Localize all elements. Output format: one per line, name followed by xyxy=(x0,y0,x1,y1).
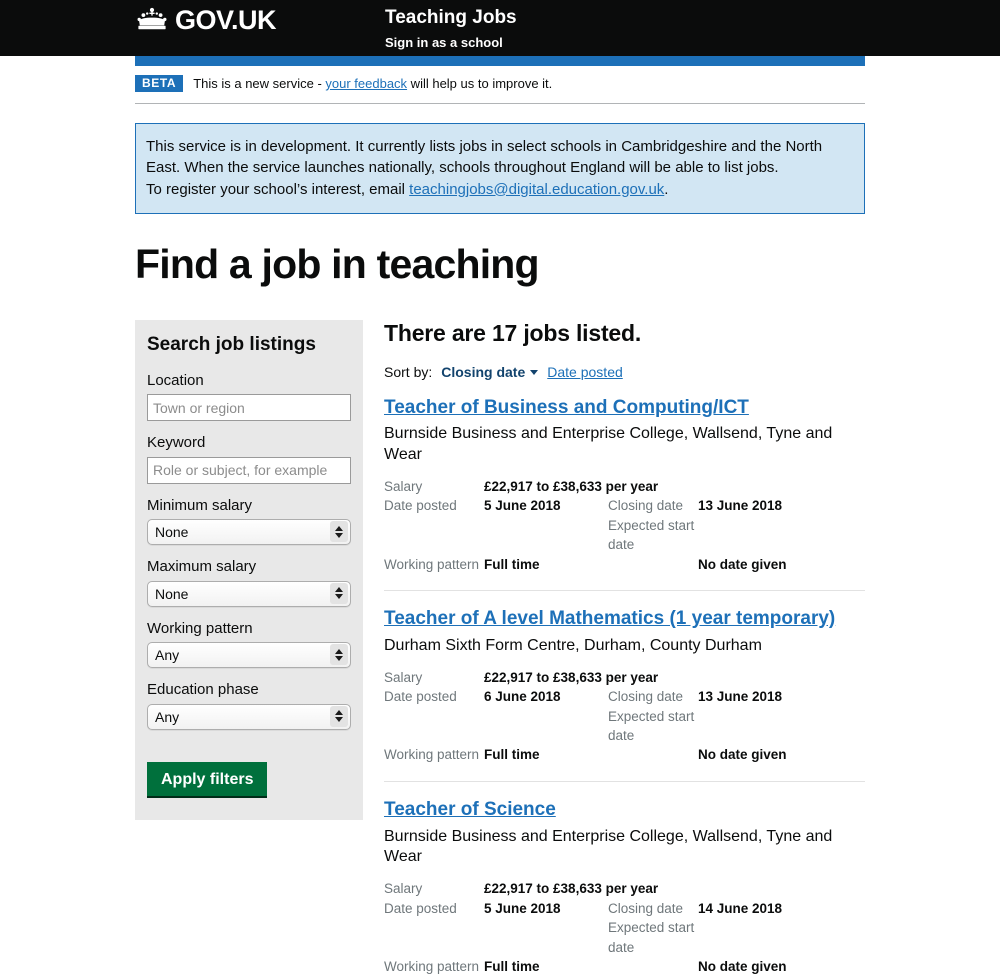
expected-start-date-value: No date given xyxy=(698,747,787,763)
results-column xyxy=(384,320,865,976)
working-pattern-value: Full time xyxy=(484,958,540,974)
closing-date-value: 13 June 2018 xyxy=(698,689,783,705)
maximum-salary-value: None xyxy=(147,581,351,607)
phase-text-before: This is a new service - xyxy=(193,76,326,91)
header-blue-bar xyxy=(135,56,865,66)
page-title: Find a job in teaching xyxy=(135,240,539,287)
job-listing xyxy=(384,590,865,765)
location-input[interactable] xyxy=(147,394,351,421)
job-school: Burnside Business and Enterprise College, Wallsend, Tyne and Wear xyxy=(384,827,833,866)
salary-value: £22,917 to £38,633 per year xyxy=(484,478,659,494)
location-label: Location xyxy=(147,371,204,389)
job-title-link[interactable]: Teacher of A level Mathematics (1 year temporary) xyxy=(384,608,836,630)
field-minimum-salary xyxy=(147,496,351,546)
spacer xyxy=(484,918,608,957)
working-pattern-value: Full time xyxy=(484,556,540,572)
job-school: Durham Sixth Form Centre, Durham, County Durham xyxy=(384,636,762,654)
phase-banner xyxy=(135,66,865,104)
job-listing xyxy=(384,781,865,976)
working-pattern-value: Full time xyxy=(484,747,540,763)
spacer xyxy=(384,918,484,957)
spacer xyxy=(698,516,865,555)
working-pattern-label: Working pattern xyxy=(384,556,480,572)
spacer xyxy=(484,516,608,555)
job-title-link[interactable]: Teacher of Business and Computing/ICT xyxy=(384,396,749,418)
gov-uk-crown-icon xyxy=(135,6,169,37)
spacer xyxy=(608,555,698,574)
job-details xyxy=(384,879,865,976)
chevron-down-icon xyxy=(530,370,538,375)
field-education-phase xyxy=(147,680,351,730)
closing-date-value: 14 June 2018 xyxy=(698,900,783,916)
field-maximum-salary xyxy=(147,557,351,607)
sort-closing-date-label: Closing date xyxy=(441,363,526,380)
minimum-salary-select[interactable] xyxy=(147,519,351,545)
spacer xyxy=(698,707,865,746)
expected-start-date-value: No date given xyxy=(698,958,787,974)
stepper-arrows-icon[interactable] xyxy=(330,521,348,542)
sort-closing-date-option[interactable] xyxy=(441,364,538,380)
feedback-link[interactable]: your feedback xyxy=(325,76,408,91)
maximum-salary-select[interactable] xyxy=(147,581,351,607)
gov-uk-header xyxy=(0,0,1000,56)
spacer xyxy=(698,918,865,957)
main-columns xyxy=(135,320,865,976)
job-title-link[interactable]: Teacher of Science xyxy=(384,798,556,820)
service-block xyxy=(385,7,517,50)
apply-filters-button[interactable]: Apply filters xyxy=(147,762,267,799)
stepper-arrows-icon[interactable] xyxy=(330,706,348,727)
closing-date-value: 13 June 2018 xyxy=(698,498,783,514)
job-school: Burnside Business and Enterprise College, Wallsend, Tyne and Wear xyxy=(384,425,833,464)
date-posted-label: Date posted xyxy=(384,900,457,916)
filters-column xyxy=(135,320,363,976)
field-location xyxy=(147,371,351,422)
maximum-salary-label: Maximum salary xyxy=(147,558,257,576)
spacer xyxy=(484,707,608,746)
expected-start-date-label: Expected start date xyxy=(608,920,695,955)
salary-value: £22,917 to £38,633 per year xyxy=(484,881,659,897)
date-posted-label: Date posted xyxy=(384,498,457,514)
field-keyword xyxy=(147,433,351,484)
expected-start-date-value: No date given xyxy=(698,556,787,572)
salary-label: Salary xyxy=(384,669,423,685)
keyword-input[interactable] xyxy=(147,457,351,484)
spacer xyxy=(384,707,484,746)
working-pattern-value: Any xyxy=(147,642,351,668)
field-working-pattern xyxy=(147,619,351,669)
phase-text-after: will help us to improve it. xyxy=(407,76,553,91)
working-pattern-label: Working pattern xyxy=(384,958,480,974)
sort-controls xyxy=(384,364,865,380)
development-notice-line1: This service is in development. It currently lists jobs in select schools in Cambridgeshire and the North East. When the service launches nationally, schools throughout England will be able to list jobs. xyxy=(146,138,823,177)
sort-by-label: Sort by: xyxy=(384,363,433,380)
keyword-label: Keyword xyxy=(147,434,206,452)
beta-tag: BETA xyxy=(135,75,183,92)
register-interest-period: . xyxy=(664,180,669,198)
register-interest-text: To register your school’s interest, email xyxy=(146,180,410,198)
education-phase-label: Education phase xyxy=(147,681,259,699)
education-phase-select[interactable] xyxy=(147,704,351,730)
expected-start-date-label: Expected start date xyxy=(608,517,695,553)
working-pattern-label: Working pattern xyxy=(147,619,253,637)
phase-banner-text xyxy=(193,76,552,91)
results-count-heading: There are 17 jobs listed. xyxy=(384,319,642,346)
stepper-arrows-icon[interactable] xyxy=(330,644,348,665)
education-phase-value: Any xyxy=(147,704,351,730)
service-name: Teaching Jobs xyxy=(385,7,517,28)
stepper-arrows-icon[interactable] xyxy=(330,583,348,604)
sign-in-as-a-school-link[interactable]: Sign in as a school xyxy=(385,34,503,50)
working-pattern-label: Working pattern xyxy=(384,747,480,763)
working-pattern-select[interactable] xyxy=(147,642,351,668)
spacer xyxy=(608,957,698,976)
job-details xyxy=(384,477,865,574)
development-notice-panel xyxy=(135,123,865,214)
closing-date-label: Closing date xyxy=(608,498,684,514)
salary-value: £22,917 to £38,633 per year xyxy=(484,669,659,685)
spacer xyxy=(384,516,484,555)
date-posted-value: 6 June 2018 xyxy=(484,689,561,705)
expected-start-date-label: Expected start date xyxy=(608,708,695,743)
date-posted-value: 5 June 2018 xyxy=(484,498,561,514)
sort-date-posted-option[interactable]: Date posted xyxy=(547,363,623,380)
gov-uk-wordmark: GOV.UK xyxy=(175,5,277,35)
gov-uk-logo-link[interactable] xyxy=(135,6,276,37)
job-details xyxy=(384,668,865,765)
salary-label: Salary xyxy=(384,881,423,897)
minimum-salary-label: Minimum salary xyxy=(147,496,253,514)
search-job-listings-panel xyxy=(135,320,363,820)
date-posted-label: Date posted xyxy=(384,689,457,705)
spacer xyxy=(608,745,698,764)
job-listing xyxy=(384,380,865,575)
filters-heading: Search job listings xyxy=(147,333,316,355)
closing-date-label: Closing date xyxy=(608,689,684,705)
closing-date-label: Closing date xyxy=(608,900,684,916)
date-posted-value: 5 June 2018 xyxy=(484,900,561,916)
minimum-salary-value: None xyxy=(147,519,351,545)
salary-label: Salary xyxy=(384,478,423,494)
teachingjobs-email-link[interactable]: teachingjobs@digital.education.gov.uk xyxy=(409,180,665,198)
